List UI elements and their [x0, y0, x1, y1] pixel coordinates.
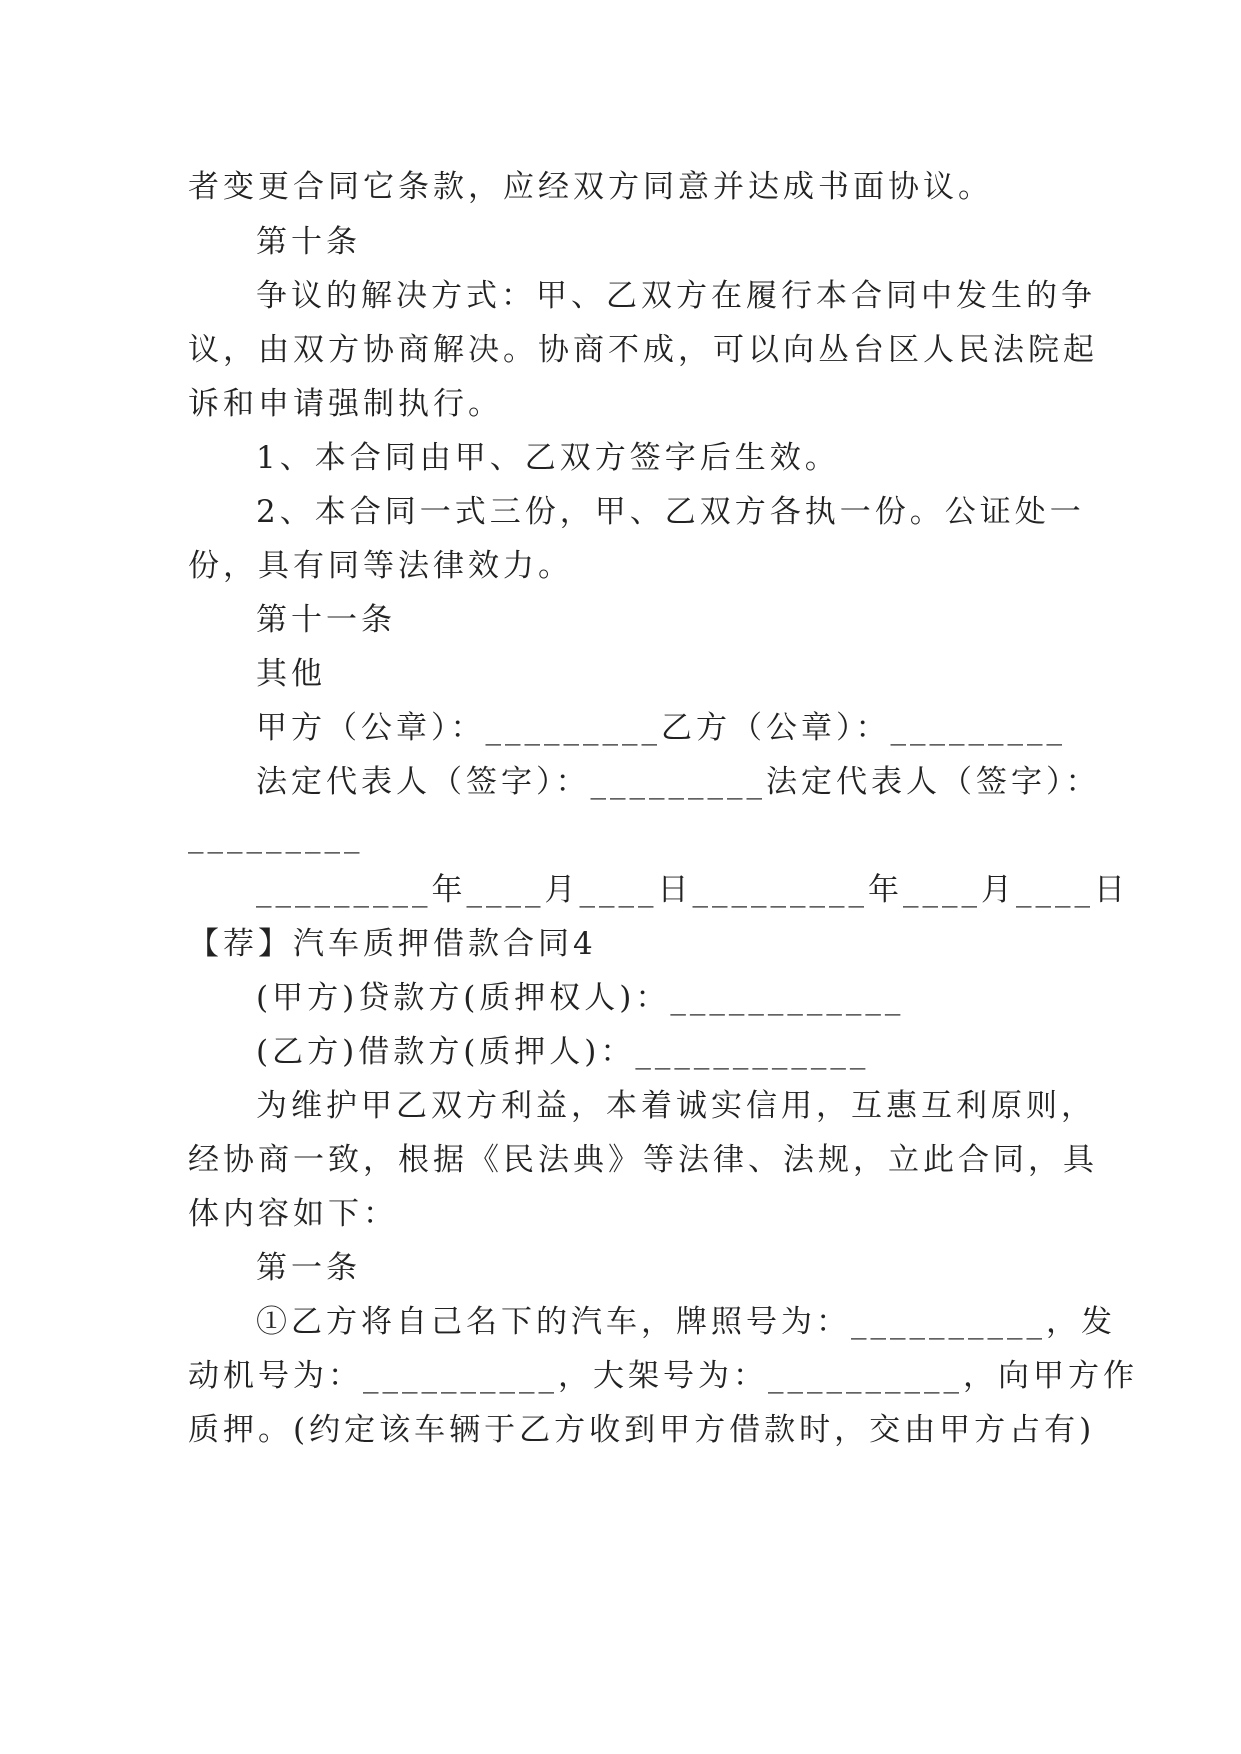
article-heading: 第十一条: [256, 602, 396, 638]
contract-title: 【荐】汽车质押借款合同4: [188, 926, 597, 962]
paragraph-line: 质押。(约定该车辆于乙方收到甲方借款时，交由甲方占有): [188, 1412, 1096, 1448]
paragraph-line: 体内容如下：: [188, 1196, 398, 1232]
article-heading: 第十条: [256, 224, 361, 260]
paragraph-line: 争议的解决方式：甲、乙双方在履行本合同中发生的争: [256, 278, 1096, 314]
paragraph-line: 1、本合同由甲、乙双方签字后生效。: [256, 440, 840, 476]
paragraph-line: 动机号为：__________，大架号为：__________，向甲方作: [188, 1358, 1138, 1394]
paragraph-line: 2、本合同一式三份，甲、乙双方各执一份。公证处一: [256, 494, 1085, 530]
signature-line: 法定代表人（签字）：_________法定代表人（签字）：: [256, 764, 1101, 800]
paragraph-line: 份，具有同等法律效力。: [188, 548, 573, 584]
paragraph-line: 其他: [256, 656, 326, 692]
article-heading: 第一条: [256, 1250, 361, 1286]
paragraph-line: 者变更合同它条款，应经双方同意并达成书面协议。: [188, 169, 993, 205]
paragraph-line: ①乙方将自己名下的汽车，牌照号为：__________，发: [256, 1304, 1116, 1340]
paragraph-line: 经协商一致，根据《民法典》等法律、法规，立此合同，具: [188, 1142, 1098, 1178]
signature-blank: _________: [188, 818, 364, 854]
paragraph-line: 议，由双方协商解决。协商不成，可以向丛台区人民法院起: [188, 332, 1098, 368]
party-line: (甲方)贷款方(质押权人)：____________: [256, 980, 905, 1016]
paragraph-line: 为维护甲乙双方利益，本着诚实信用，互惠互利原则，: [256, 1088, 1096, 1124]
signature-line: 甲方（公章）：_________乙方（公章）：_________: [256, 710, 1066, 746]
paragraph-line: 诉和申请强制执行。: [188, 386, 503, 422]
party-line: (乙方)借款方(质押人)：____________: [256, 1034, 870, 1070]
date-line: _________年____月____日_________年____月____日: [256, 872, 1129, 908]
